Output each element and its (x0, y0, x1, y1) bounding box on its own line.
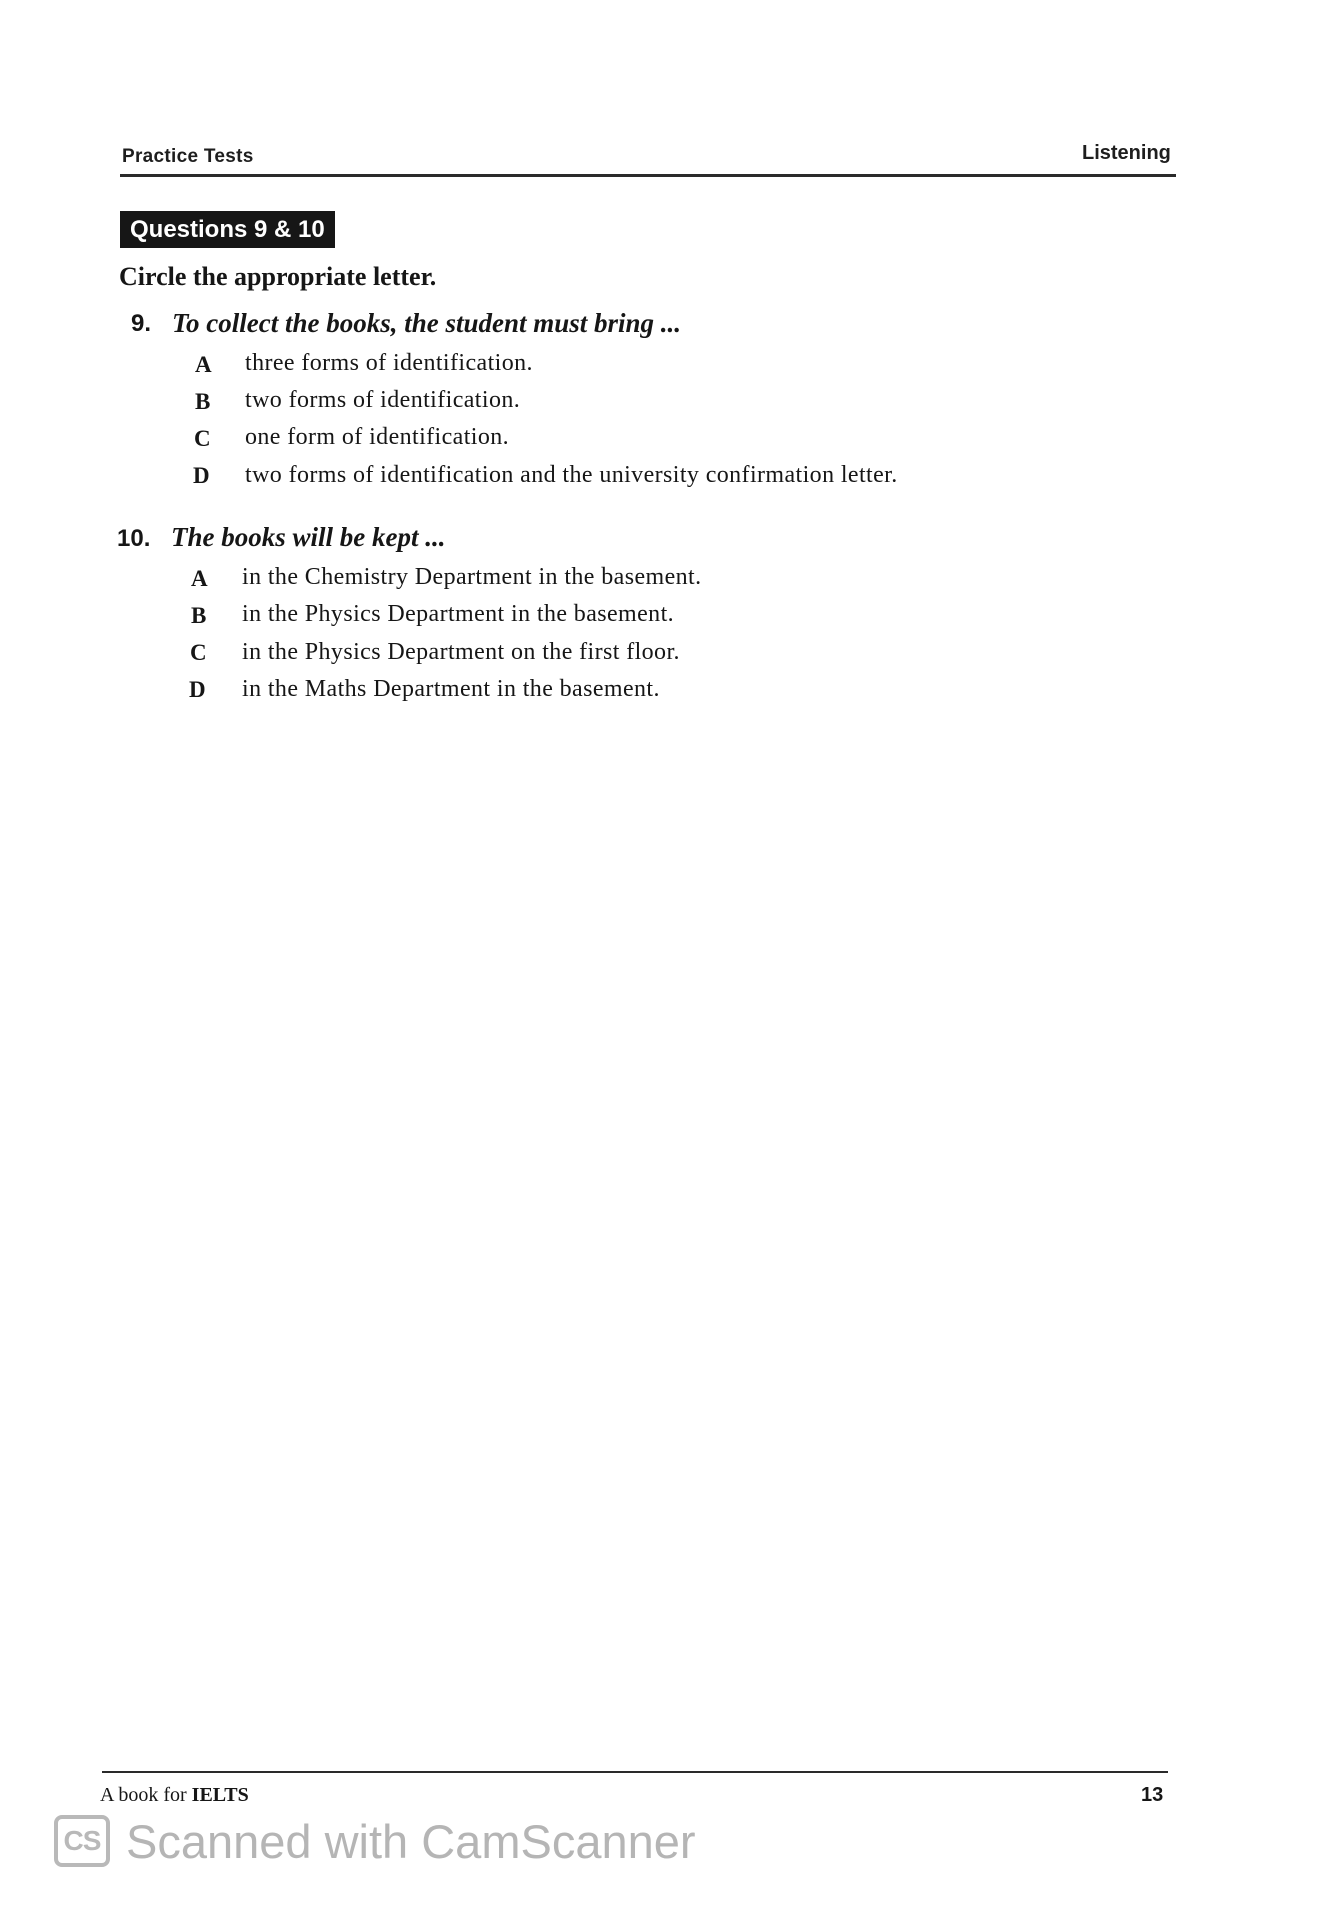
option-letter: B (191, 603, 207, 628)
option-letter: D (193, 463, 210, 488)
footer-book-prefix: A book for (100, 1784, 187, 1806)
watermark-text: Scanned with CamScanner (126, 1814, 696, 1868)
camscanner-watermark (54, 1812, 696, 1870)
footer-book-name: IELTS (191, 1784, 249, 1806)
section-title-badge: Questions 9 & 10 (120, 211, 335, 248)
footer-book-title (100, 1784, 249, 1807)
option-text: in the Physics Department on the first floor. (242, 639, 680, 665)
option-text: in the Chemistry Department in the basement. (242, 564, 702, 590)
question-number: 9. (131, 310, 152, 337)
running-header-right: Listening (1082, 142, 1171, 164)
running-header-left: Practice Tests (122, 146, 254, 167)
option-letter: C (194, 426, 211, 451)
camscanner-logo-text: CS (63, 1825, 101, 1856)
option-letter: A (195, 352, 212, 377)
option-letter: D (189, 677, 206, 702)
camscanner-logo-icon (54, 1815, 110, 1867)
option-letter: B (195, 389, 211, 414)
page-number: 13 (1141, 1784, 1164, 1806)
option-letter: C (190, 640, 207, 665)
header-divider (120, 174, 1176, 177)
instruction-text: Circle the appropriate letter. (119, 262, 437, 291)
option-letter: A (191, 566, 208, 591)
question-stem: To collect the books, the student must bring ... (172, 308, 682, 338)
option-text: in the Maths Department in the basement. (242, 676, 660, 702)
option-text: three forms of identification. (245, 350, 533, 376)
question-stem: The books will be kept ... (171, 522, 446, 552)
question-number: 10. (117, 525, 151, 552)
option-text: in the Physics Department in the basement. (242, 601, 675, 627)
footer-divider (102, 1771, 1168, 1773)
option-text: two forms of identification and the university confirmation letter. (245, 462, 898, 488)
option-text: two forms of identification. (245, 387, 521, 413)
option-text: one form of identification. (245, 424, 510, 450)
